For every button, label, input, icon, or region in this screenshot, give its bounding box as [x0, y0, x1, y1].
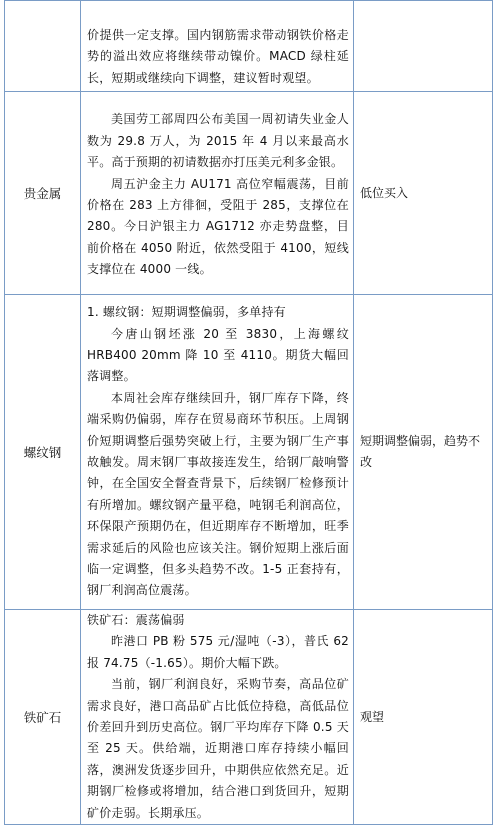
- category-cell: 贵金属: [5, 92, 81, 295]
- analysis-paragraph: 昨港口 PB 粉 575 元/湿吨（-3），普氏 62 报 74.75（-1.65）。期价大幅下跌。: [87, 634, 349, 670]
- analysis-paragraph: 今唐山钢坯涨 20 至 3830，上海螺纹 HRB400 20mm 降 10 至 4110。期货大幅回落调整。: [87, 326, 349, 384]
- analysis-heading: 1. 螺纹钢：短期调整偏弱，多单持有: [87, 305, 286, 320]
- analysis-paragraph: 周五沪金主力 AU171 高位窄幅震荡，目前价格在 283 上方徘徊，受阻于 285，支撑位在 280。今日沪银主力 AG1712 亦走势盘整，目前价格在 4050 附近，依然受阻于 4100，短线支撑位在 4000 一线。: [87, 176, 349, 277]
- analysis-paragraph: 当前，钢厂利润良好，采购节奏，高品位矿需求良好，港口高品矿占比低位持稳，高低品位价差回升到历史高位。钢厂平均库存下降 0.5 天至 25 天。供给端，近期港口库存持续小幅回落，澳洲发货逐步回升，中期供应依然充足。近期钢厂检修或将增加，结合港口到货回升，短期矿价走弱。长期承压。: [87, 677, 349, 820]
- table-row-nickel-tail: [5, 1, 493, 92]
- analysis-cell: [81, 1, 354, 92]
- table-row-iron-ore: [5, 610, 493, 825]
- view-cell: [354, 1, 493, 92]
- category-cell: 铁矿石: [5, 610, 81, 825]
- analysis-heading: 铁矿石：震荡偏弱: [87, 613, 185, 627]
- analysis-paragraph: 本周社会库存继续回升，钢厂库存下降，终端采购仍偏弱，库存在贸易商环节积压。上周钢价短期调整后强势突破上行，主要为钢厂生产事故触发。周末钢厂事故接连发生，给钢厂敲响警钟，在全国安全督查背景下，后续钢厂检修预计有所增加。螺纹钢产量平稳，吨钢毛利润高位，环保限产预期仍在，但近期库存不断增加，旺季需求延后的风险也应该关注。钢价短期上涨后面临一定调整，但多头趋势不改。1-5 正套持有，钢厂利润高位震荡。: [87, 390, 349, 598]
- category-cell: 螺纹钢: [5, 295, 81, 610]
- view-cell: 短期调整偏弱，趋势不改: [354, 295, 493, 610]
- view-cell: 低位买入: [354, 92, 493, 295]
- analysis-paragraph: 价提供一定支撑。国内钢筋需求带动钢铁价格走势的溢出效应将继续带动镍价。MACD 绿柱延长，短期或继续向下调整，建议暂时观望。: [87, 27, 349, 85]
- view-cell: 观望: [354, 610, 493, 825]
- table-row-precious-metals: [5, 92, 493, 295]
- commodity-report-table: [4, 0, 493, 825]
- table-row-rebar: [5, 295, 493, 610]
- analysis-cell: [81, 295, 354, 610]
- analysis-cell: [81, 610, 354, 825]
- analysis-cell: [81, 92, 354, 295]
- category-cell: [5, 1, 81, 92]
- analysis-paragraph: 美国劳工部周四公布美国一周初请失业金人数为 29.8 万人，为 2015 年 4 月以来最高水平。高于预期的初请数据亦打压美元利多金银。: [87, 112, 349, 170]
